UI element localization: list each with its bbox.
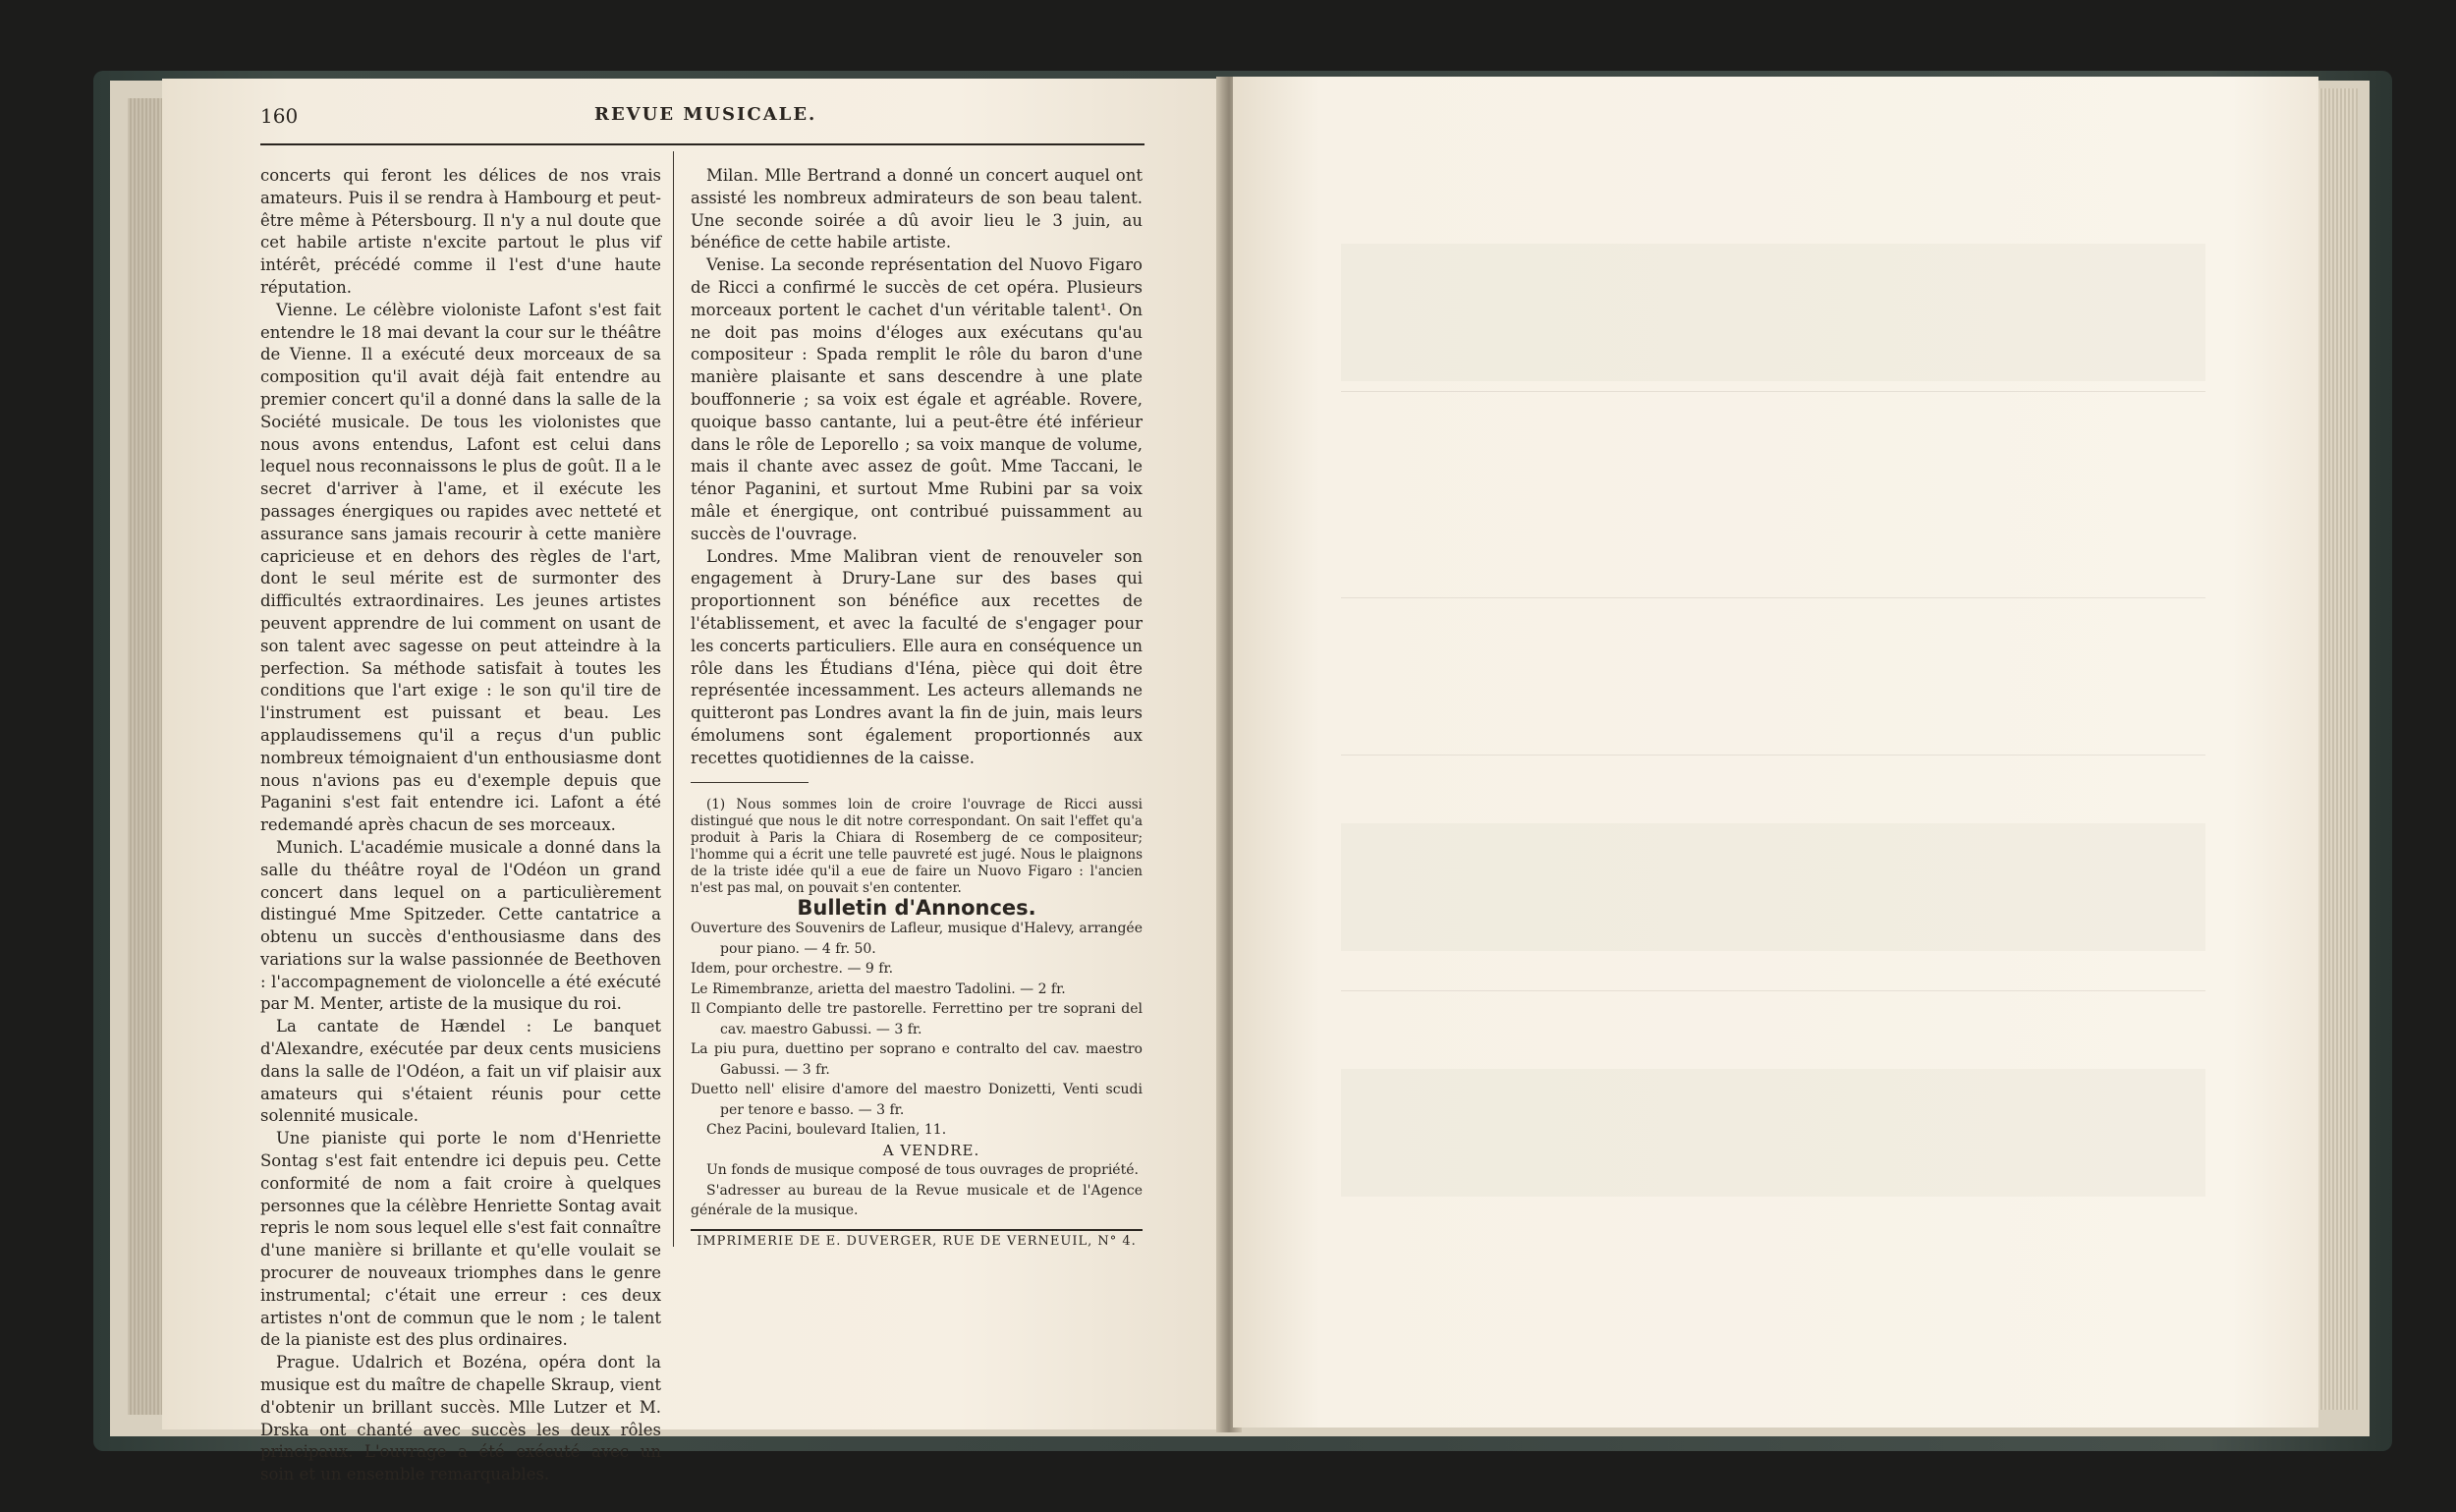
paragraph: concerts qui feront les délices de nos vrais amateurs. Puis il se rendra à Hambourg et peut-être même à Pétersbourg. Il n'y a nul doute que cet habile artiste n'excite partout le plus vif intérêt, précédé comme il l'est d'une haute réputation.: [260, 166, 661, 297]
a-vendre-title: A VENDRE.: [882, 1141, 980, 1159]
page-edges-left: [128, 98, 163, 1415]
announcement-list: [691, 919, 1143, 1221]
header-rule: [260, 143, 1144, 145]
right-page-blank: [1233, 77, 2318, 1428]
footnote: (1) Nous sommes loin de croire l'ouvrage de Ricci aussi distingué que nous le dit notre correspondant. On sait l'effet qu'a produit à Paris la Chiara di Rosemberg de ce compositeur; l'homme qui a écrit une telle pauvreté est jugé. Nous le plaignons de la triste idée qu'il a eue de faire un Nuovo Figaro : l'ancien n'est pas mal, on pouvait s'en contenter.: [691, 796, 1143, 896]
column-left: [260, 165, 661, 1486]
list-item: Idem, pour orchestre. — 9 fr.: [691, 961, 894, 978]
page-number: 160: [260, 104, 299, 128]
paragraph-venise: Venise. La seconde représentation del Nuovo Figaro de Ricci a confirmé le succès de cet opéra. Plusieurs morceaux portent le cachet d'un véritable talent¹. On ne doit pas moins d'éloges aux exécutans qu'au compositeur : Spada remplit le rôle du baron d'une manière plaisante et sans descendre à une plate bouffonnerie ; sa voix est égale et agréable. Rovere, quoique basso cantante, lui a peut-être été inférieur dans le rôle de Leporello ; sa voix manque de volume, mais il chante avec assez de goût. Mme Taccani, le ténor Paganini, et surtout Mme Rubini par sa voix mâle et énergique, ont contribué puissamment au succès de l'ouvrage.: [691, 255, 1143, 543]
imprint: IMPRIMERIE DE E. DUVERGER, RUE DE VERNEUIL, N° 4.: [697, 1233, 1137, 1249]
column-right: [691, 165, 1143, 1254]
list-item: Le Rimembranze, arietta del maestro Tadolini. — 2 fr.: [691, 980, 1066, 997]
bleed-through-area: [1341, 244, 2205, 381]
publisher-line: Chez Pacini, boulevard Italien, 11.: [706, 1122, 947, 1139]
paragraph-munich: Munich. L'académie musicale a donné dans la salle du théâtre royal de l'Odéon un grand concert dans lequel on a particulièrement distingué Mme Spitzeder. Cette cantatrice a obtenu un succès d'enthousiasme dans des variations sur la walse passionnée de Beethoven : l'accompagnement de violoncelle a été exécuté par M. Menter, artiste de la musique du roi.: [260, 837, 661, 1014]
bleed-through-line: [1341, 990, 2205, 991]
page-header: [260, 104, 1144, 134]
paragraph: La cantate de Hændel : Le banquet d'Alexandre, exécutée par deux cents musiciens dans la salle de l'Odéon, a fait un vif plaisir aux amateurs qui s'étaient réunis pour cette solennité musicale.: [260, 1017, 661, 1126]
paragraph-milan: Milan. Mlle Bertrand a donné un concert auquel ont assisté les nombreux admirateurs de son beau talent. Une seconde soirée a dû avoir lieu le 3 juin, au bénéfice de cette habile artiste.: [691, 166, 1143, 252]
list-item: S'adresser au bureau de la Revue musicale et de l'Agence générale de la musique.: [691, 1182, 1143, 1219]
bulletin-title: Bulletin d'Annonces.: [797, 895, 1036, 920]
left-page: [162, 79, 1223, 1484]
list-item: Duetto nell' elisire d'amore del maestro Donizetti, Venti scudi per tenore e basso. — 3 fr.: [691, 1082, 1143, 1118]
paragraph-londres: Londres. Mme Malibran vient de renouveler son engagement à Drury-Lane sur des bases qui proportionnent son bénéfice aux recettes de l'établissement, et avec la faculté de s'engager pour les concerts particuliers. Elle aura en conséquence un rôle dans les Étudians d'Iéna, pièce qui doit être représentée incessamment. Les acteurs allemands ne quitteront pas Londres avant la fin de juin, mais leurs émolumens sont également proportionnés aux recettes quotidiennes de la caisse.: [691, 546, 1143, 767]
footnote-rule: [691, 782, 809, 783]
bleed-through-line: [1341, 597, 2205, 598]
list-item: Il Compianto delle tre pastorelle. Ferrettino per tre soprani del cav. maestro Gabussi. — 3 fr.: [691, 1001, 1143, 1037]
bleed-through-line: [1341, 391, 2205, 392]
bleed-through-line: [1341, 755, 2205, 756]
page-edges-right: [2318, 88, 2358, 1410]
paragraph: Une pianiste qui porte le nom d'Henriette Sontag s'est fait entendre ici depuis peu. Cette conformité de nom a fait croire à quelques personnes que la célèbre Henriette Sontag avait repris le nom sous lequel elle s'est fait connaître d'une manière si brillante et qu'elle voulait se procurer de nouveaux triomphes dans le genre instrumental; c'était une erreur : ces deux artistes n'ont de commun que le nom ; le talent de la pianiste est des plus ordinaires.: [260, 1129, 661, 1350]
paragraph-vienne: Vienne. Le célèbre violoniste Lafont s'est fait entendre le 18 mai devant la cour sur le théâtre de Vienne. Il a exécuté deux morceaux de sa composition qu'il avait déjà fait entendre au premier concert qu'il a donné dans la salle de la Société musicale. De tous les violonistes que nous avons entendus, Lafont est celui dans lequel nous reconnaissons le plus de goût. Il a le secret d'arriver à l'ame, et il exécute les passages énergiques ou rapides avec netteté et assurance sans jamais recourir à cette manière capricieuse et en dehors des règles de l'art, dont le seul mérite est de surmonter des difficultés extraordinaires. Les jeunes artistes peuvent apprendre de lui comment on usant de son talent avec sagesse on peut atteindre à la perfection. Sa méthode satisfait à toutes les conditions que l'art exige : le son qu'il tire de l'instrument est puissant et beau. Les applaudissemens qu'il a reçus d'un public nombreux témoignaient d'un enthousiasme dont nous n'avions pas eu d'exemple depuis que Paganini s'est fait entendre ici. Lafont a été redemandé après chacun de ses morceaux.: [260, 300, 661, 835]
list-item: La piu pura, duettino per soprano e contralto del cav. maestro Gabussi. — 3 fr.: [691, 1041, 1143, 1078]
list-item: Ouverture des Souvenirs de Lafleur, musique d'Halevy, arrangée pour piano. — 4 fr. 50.: [691, 921, 1143, 957]
column-divider: [673, 151, 674, 1247]
bleed-through-area: [1341, 1069, 2205, 1197]
running-title: REVUE MUSICALE.: [594, 104, 817, 125]
list-item: Un fonds de musique composé de tous ouvrages de propriété.: [706, 1162, 1139, 1179]
bleed-through-area: [1341, 823, 2205, 951]
paragraph-prague: Prague. Udalrich et Bozéna, opéra dont la musique est du maître de chapelle Skraup, vient d'obtenir un brillant succès. Mlle Lutzer et M. Drska ont chanté avec succès les deux rôles principaux. L'ouvrage a été exécuté avec un soin et un ensemble remarquables.: [260, 1353, 661, 1484]
